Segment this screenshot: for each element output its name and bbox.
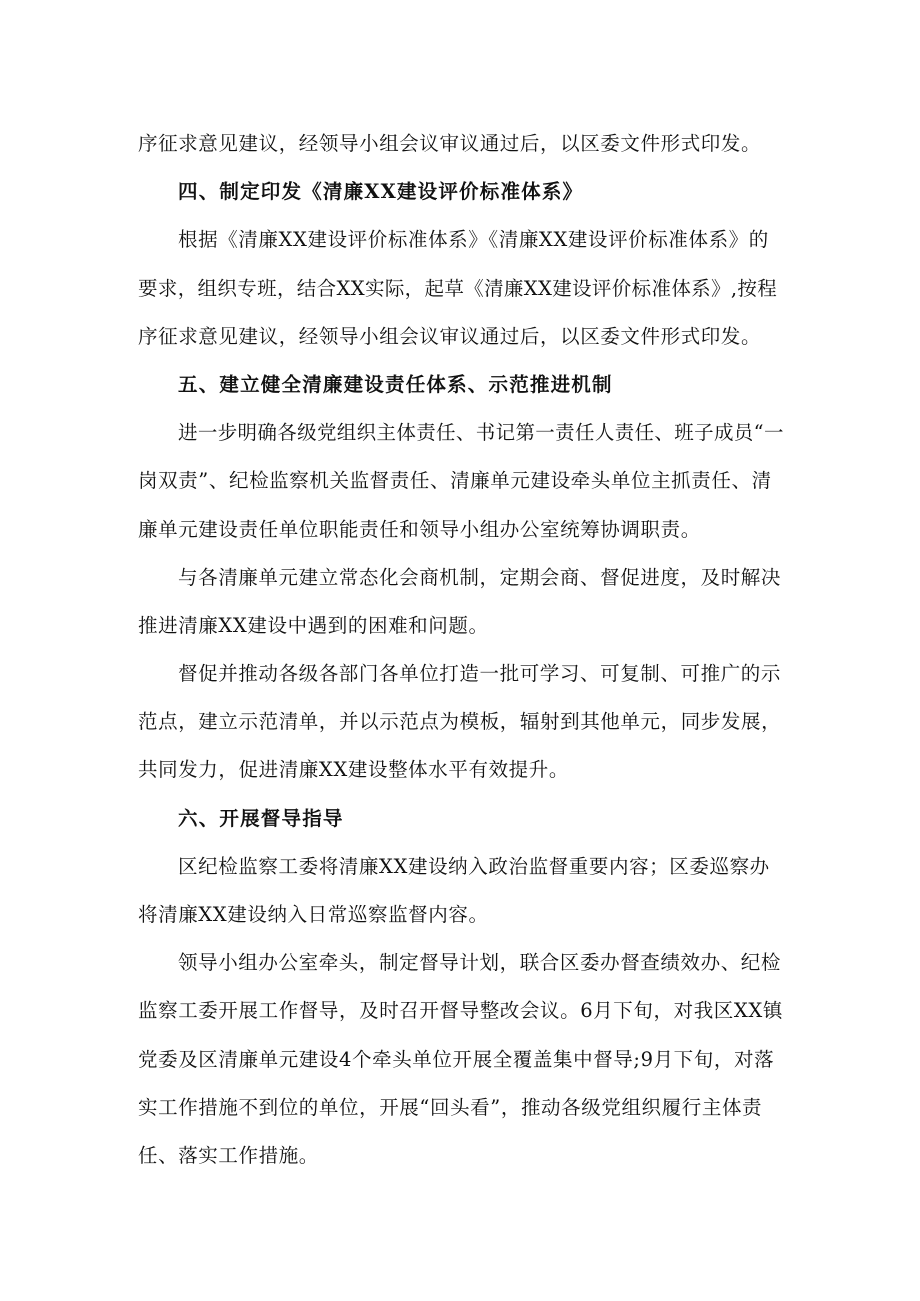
paragraph-line: 岗双责”、纪检监察机关监督责任、清廉单元建设牵头单位主抓责任、清 bbox=[138, 469, 772, 493]
paragraph-line: 共同发力，促进清廉XX建设整体水平有效提升。 bbox=[138, 758, 569, 782]
paragraph-line: 廉单元建设责任单位职能责任和领导小组办公室统筹协调职责。 bbox=[138, 517, 701, 541]
document-body bbox=[138, 120, 784, 1180]
paragraph-line: 将清廉XX建设纳入日常巡察监督内容。 bbox=[138, 903, 489, 926]
paragraph-line: 督促并推动各级各部门各单位打造一批可学习、可复制、可推广的示 bbox=[178, 662, 782, 686]
paragraph-line: 党委及区清廉单元建设4个牵头单位开展全覆盖集中督导;9月下旬，对落 bbox=[138, 1047, 775, 1071]
paragraph-line: 推进清廉XX建设中遇到的困难和问题。 bbox=[138, 613, 489, 637]
paragraph-line: 区纪检监察工委将清廉XX建设纳入政治监督重要内容；区委巡察办 bbox=[178, 854, 770, 878]
paragraph-line: 任、落实工作措施。 bbox=[138, 1143, 319, 1167]
paragraph-line: 领导小组办公室牵头，制定督导计划，联合区委办督查绩效办、纪检 bbox=[178, 951, 782, 975]
paragraph-line: 与各清廉单元建立常态化会商机制，定期会商、督促进度，及时解决 bbox=[178, 565, 782, 589]
section-heading: 五、建立健全清廉建设责任体系、示范推进机制 bbox=[178, 372, 613, 396]
paragraph-line: 实工作措施不到位的单位，开展“回头看”，推动各级党组织履行主体责 bbox=[138, 1095, 763, 1119]
paragraph-line: 进一步明确各级党组织主体责任、书记第一责任人责任、班子成员“一 bbox=[178, 421, 784, 445]
paragraph-line: 序征求意见建议，经领导小组会议审议通过后，以区委文件形式印发。 bbox=[138, 324, 762, 348]
section-heading: 四、制定印发《清廉XX建设评价标准体系》 bbox=[178, 180, 584, 204]
section-heading: 六、开展督导指导 bbox=[178, 806, 344, 830]
paragraph-line: 要求，组织专班，结合XX实际，起草《清廉XX建设评价标准体系》,按程 bbox=[138, 276, 778, 300]
paragraph-line: 监察工委开展工作督导，及时召开督导整改会议。6月下旬，对我区XX镇 bbox=[138, 999, 783, 1023]
paragraph-line: 序征求意见建议，经领导小组会议审议通过后，以区委文件形式印发。 bbox=[138, 132, 762, 155]
paragraph-line: 根据《清廉XX建设评价标准体系》《清廉XX建设评价标准体系》的 bbox=[178, 228, 769, 252]
paragraph-line: 范点，建立示范清单，并以示范点为模板，辐射到其他单元，同步发展， bbox=[138, 710, 782, 734]
